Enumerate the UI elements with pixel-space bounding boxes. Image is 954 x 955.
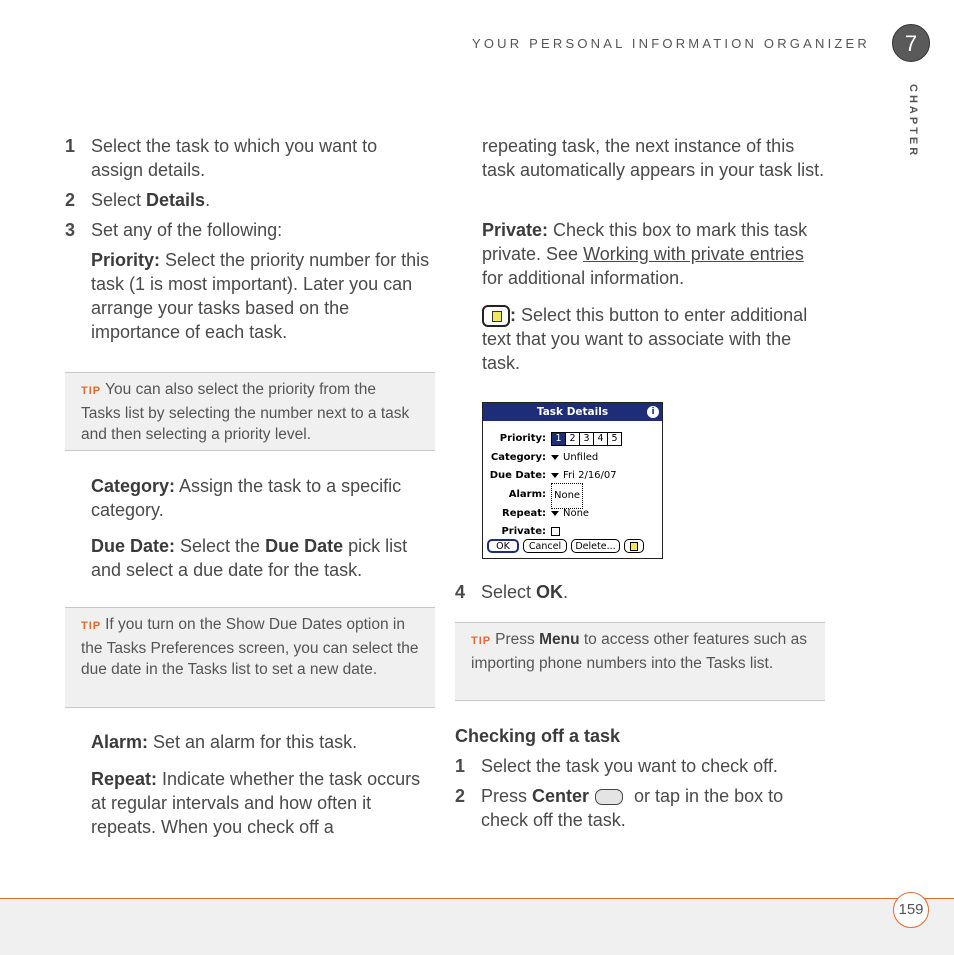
tip-tag: TIP	[81, 385, 102, 397]
step-text: Select the task to which you want to assign details.	[91, 136, 378, 180]
step-number: 3	[65, 220, 76, 240]
cancel-button[interactable]: Cancel	[523, 539, 567, 553]
dropdown-triangle-icon	[551, 473, 559, 478]
repeat-paragraph: Repeat: Indicate whether the task occurs at regular intervals and how often it repeats. When you check off a	[91, 769, 421, 837]
dialog-row-repeat: Repeat: None	[483, 502, 662, 518]
tip-tag: TIP	[81, 620, 102, 632]
step-number: 2	[65, 190, 76, 210]
step-text: Select the task you want to check off.	[481, 756, 778, 776]
dialog-row-priority: Priority: 1 2 3 4 5	[483, 427, 662, 443]
step-text: Select OK.	[481, 582, 569, 602]
step-text: Press Center or tap in the box to check off the task.	[481, 786, 784, 830]
repeat-continued: repeating task, the next instance of this task automatically appears in your task list.	[482, 136, 825, 180]
dialog-title: Task Details i	[483, 403, 662, 421]
running-header: YOUR PERSONAL INFORMATION ORGANIZER	[471, 36, 870, 51]
delete-button[interactable]: Delete...	[571, 539, 620, 553]
task-details-dialog	[482, 402, 663, 559]
dialog-row-private: Private:	[483, 520, 662, 536]
step-number: 1	[455, 756, 466, 776]
chapter-label: CHAPTER	[907, 84, 919, 159]
priority-2[interactable]: 2	[565, 432, 580, 446]
repeat-picklist[interactable]: None	[551, 502, 589, 526]
alarm-paragraph: Alarm: Set an alarm for this task.	[91, 732, 358, 752]
section-heading: Checking off a task	[455, 726, 621, 746]
priority-5[interactable]: 5	[607, 432, 622, 446]
private-paragraph: Private: Check this box to mark this task private. See Working with private entries for additional information.	[482, 220, 808, 288]
footer-band	[0, 898, 954, 955]
note-button-icon	[482, 305, 510, 327]
priority-1[interactable]: 1	[551, 432, 566, 446]
private-entries-link[interactable]: Working with private entries	[583, 244, 804, 264]
dropdown-triangle-icon	[551, 511, 559, 516]
dropdown-triangle-icon	[551, 455, 559, 460]
dialog-row-duedate: Due Date: Fri 2/16/07	[483, 464, 662, 480]
center-button-icon	[595, 789, 623, 805]
tip-box-duedates: TIP If you turn on the Show Due Dates option in the Tasks Preferences screen, you can select the due date in the Tasks list to set a new date.	[65, 607, 435, 708]
step-number: 4	[455, 582, 466, 602]
priority-paragraph: Priority: Select the priority number for this task (1 is most important). Later you can arrange your tasks based on the importance of each task.	[91, 250, 430, 342]
category-picklist[interactable]: Unfiled	[551, 446, 598, 470]
priority-3[interactable]: 3	[579, 432, 594, 446]
ok-button[interactable]: OK	[487, 539, 519, 553]
note-icon[interactable]	[624, 539, 644, 553]
priority-4[interactable]: 4	[593, 432, 608, 446]
tip-tag: TIP	[471, 635, 492, 647]
tip-box-menu: TIP Press Menu to access other features such as importing phone numbers into the Tasks list.	[455, 622, 825, 701]
category-paragraph: Category: Assign the task to a specific category.	[91, 476, 402, 520]
duedate-picklist[interactable]: Fri 2/16/07	[551, 464, 617, 488]
step-number: 2	[455, 786, 466, 806]
duedate-paragraph: Due Date: Select the Due Date pick list and select a due date for the task.	[91, 536, 408, 580]
dialog-row-category: Category: Unfiled	[483, 446, 662, 462]
chapter-number-badge: 7	[892, 24, 930, 62]
info-icon[interactable]: i	[647, 406, 659, 418]
alarm-selector[interactable]: None	[551, 483, 583, 509]
step-text: Set any of the following:	[91, 220, 283, 240]
dialog-row-alarm: Alarm: None	[483, 483, 662, 499]
step-number: 1	[65, 136, 76, 156]
tip-box-priority: TIP You can also select the priority from the Tasks list by selecting the number next to a task and then selecting a priority level.	[65, 372, 435, 451]
step-text: Select Details.	[91, 190, 211, 210]
page-number: 159	[893, 892, 929, 928]
note-paragraph: : Select this button to enter additional text that you want to associate with the task.	[482, 305, 808, 374]
